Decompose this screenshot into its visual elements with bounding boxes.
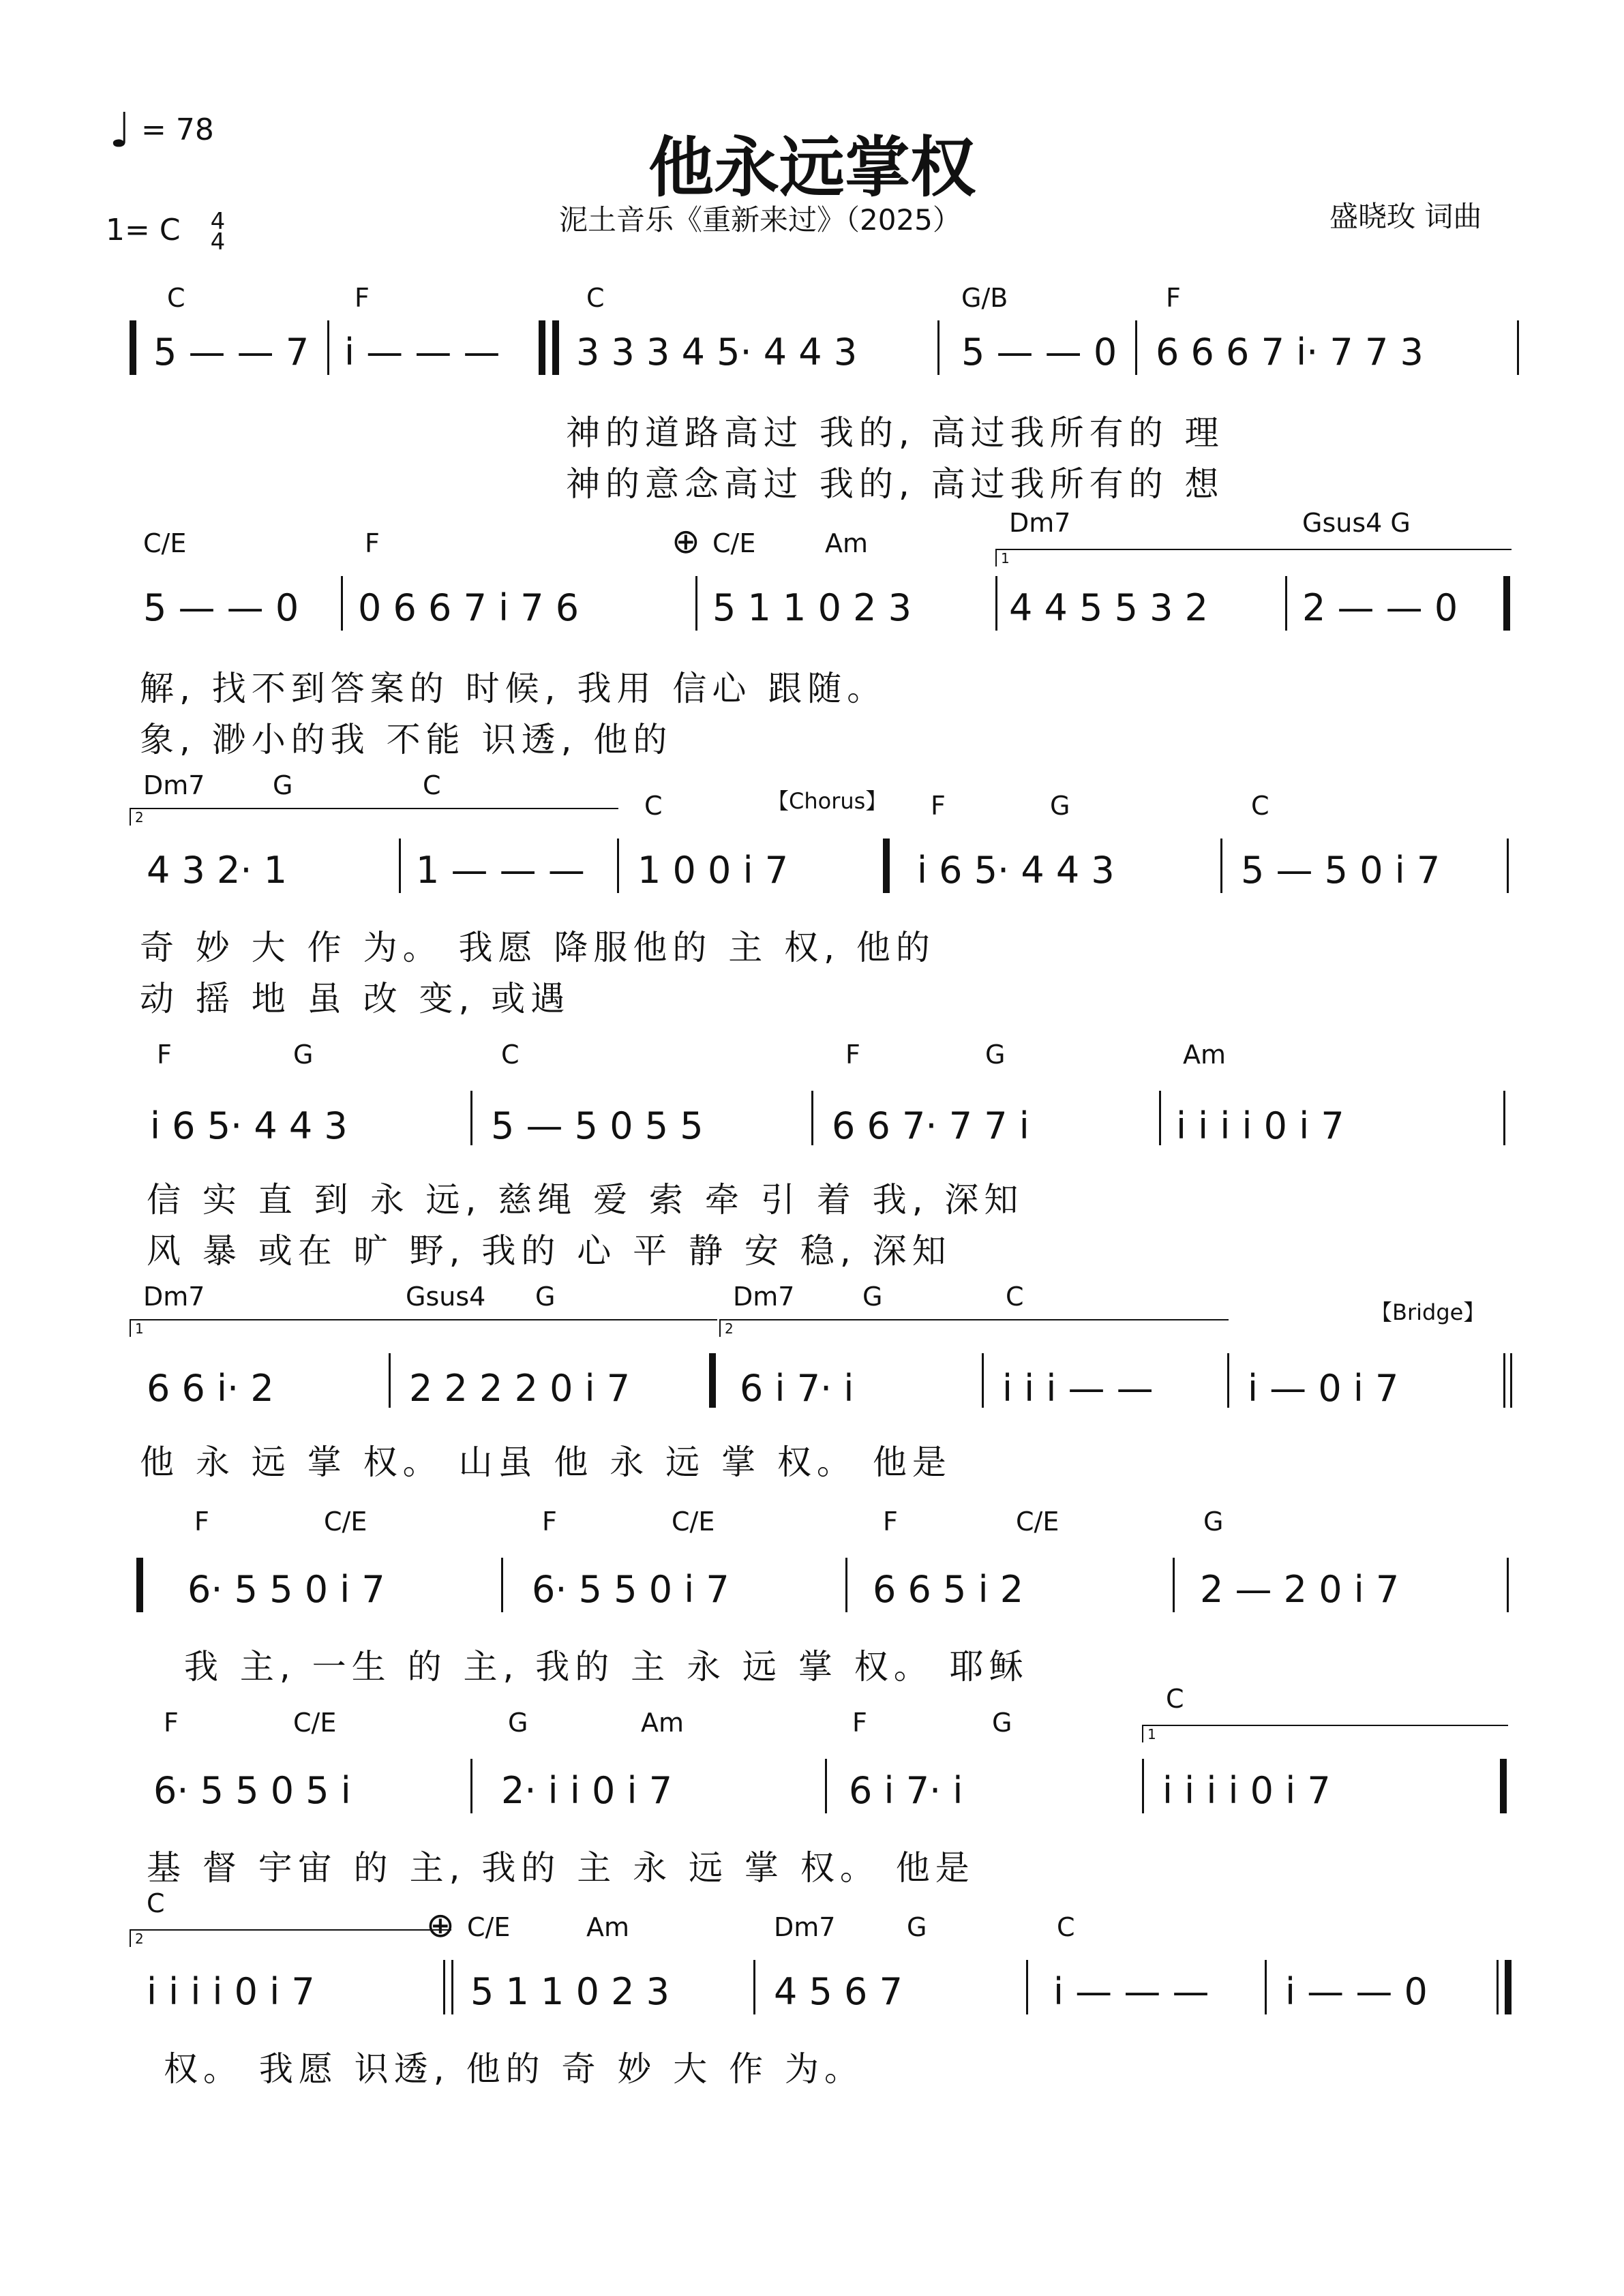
lyric-line: 权。 我愿 识透, 他的 奇 妙 大 作 为。 [164,2049,864,2089]
composer-credit: 盛晓玫 词曲 [1329,200,1482,233]
measure-notes: i 6 5· 4 4 3 [917,849,1115,892]
key-label: 1= C [106,213,181,247]
chord: C [167,283,185,313]
barline [695,576,697,631]
measure-notes: 4 3 2· 1 [147,849,288,892]
lyric-line: 神的道路高过 我的, 高过我所有的 理 [566,413,1224,453]
repeat-end-bar [1503,576,1510,631]
lyric-line: 解, 找不到答案的 时候, 我用 信心 跟随。 [140,669,887,708]
chord: F [365,528,380,558]
chord: F [845,1040,860,1070]
measure-notes: 6 6 5 i 2 [873,1568,1024,1611]
measure-notes: 6· 5 5 0 i 7 [187,1568,385,1611]
repeat-end-bar [709,1353,716,1408]
lyric-line: 动 摇 地 虽 改 变, 或遇 [140,979,571,1018]
measure-notes: i i i i 0 i 7 [147,1970,315,2013]
measure-notes: 2 2 2 2 0 i 7 [409,1367,631,1410]
measure-notes: 2 — — 0 [1302,586,1458,629]
chord: C [147,1888,165,1918]
measure-notes: 0 6 6 7 i 7 6 [358,586,580,629]
measure-notes: 5 — 5 0 i 7 [1241,849,1441,892]
barline [1135,320,1137,375]
chord: C [1251,791,1269,821]
chord: C/E [467,1912,511,1942]
chord: Gsus4 [406,1282,486,1312]
chord: C/E [324,1507,367,1537]
barline [501,1558,503,1612]
chord: Dm7 [733,1282,795,1312]
measure-notes: 1 — — — [416,849,585,892]
lyric-line: 他 永 远 掌 权。 山虽 他 永 远 掌 权。 他是 [140,1442,952,1482]
lyric-line: 基 督 宇宙 的 主, 我的 主 永 远 掌 权。 他是 [147,1848,975,1888]
barline [1227,1353,1229,1408]
measure-notes: 2· i i 0 i 7 [501,1769,673,1812]
barline [1503,1353,1505,1408]
chord: C [501,1040,520,1070]
chord: G [1050,791,1070,821]
measure-notes: i i i — — [1002,1367,1154,1410]
barline [845,1558,847,1612]
final-barline [1497,1960,1499,2014]
repeat-start-bar [883,839,890,893]
chord: C [1166,1684,1184,1714]
lyric-line: 象, 渺小的我 不能 识透, 他的 [140,720,673,759]
chord: G [907,1912,927,1942]
measure-notes: 4 4 5 5 3 2 [1009,586,1208,629]
chord: C [586,283,605,313]
barline [341,576,343,631]
barline [617,839,619,893]
chord: Dm7 [143,1282,205,1312]
chord: G [508,1708,528,1738]
measure-notes: 5 — — 0 [961,331,1117,374]
volta-2: 2 [130,1929,451,1947]
chord: G [1203,1507,1224,1537]
time-signature [210,208,226,256]
chord: F [883,1507,898,1537]
key-signature [106,208,226,256]
barline [1517,320,1519,375]
album-info: 泥土音乐《重新来过》（2025） [559,203,961,237]
barline [753,1960,755,2014]
coda-icon: ⊕ [672,522,700,561]
barline [1507,839,1509,893]
barline [327,320,329,375]
bridge-label: 【Bridge】 [1370,1299,1486,1325]
volta-1: 1 [1142,1725,1508,1742]
chord: C [1057,1912,1075,1942]
lyric-line: 我 主, 一生 的 主, 我的 主 永 远 掌 权。 耶稣 [184,1647,1029,1687]
barline [470,1091,472,1145]
measure-notes: 6 6 6 7 i· 7 7 3 [1156,331,1424,374]
chord: F [1166,283,1181,313]
chord: C [644,791,663,821]
tempo-value: = 78 [141,112,214,147]
barline [470,1759,472,1813]
chord: Am [641,1708,685,1738]
barline [1220,839,1222,893]
lyric-line: 信 实 直 到 永 远, 慈绳 爱 索 牵 引 着 我, 深知 [147,1180,1024,1220]
volta-1: 1 [995,549,1512,567]
measure-notes: i i i i 0 i 7 [1176,1104,1344,1147]
measure-notes: i — 0 i 7 [1248,1367,1399,1410]
chord: F [931,791,946,821]
chord: C/E [143,528,187,558]
chord: F [157,1040,172,1070]
barline [1026,1960,1028,2014]
lyric-line: 风 暴 或在 旷 野, 我的 心 平 静 安 稳, 深知 [147,1231,952,1271]
measure-notes: i — — — [344,331,500,374]
measure-notes: 6 6 7· 7 7 i [832,1104,1029,1147]
measure-notes: 5 1 1 0 2 3 [470,1970,670,2013]
barline [1285,576,1287,631]
measure-notes: 5 — 5 0 5 5 [491,1104,704,1147]
chord: G [862,1282,883,1312]
song-title: 他永远掌权 [648,130,976,206]
measure-notes: 6 i 7· i [849,1769,963,1812]
barline [1510,1353,1512,1408]
measure-notes: 6· 5 5 0 i 7 [532,1568,730,1611]
barline [982,1353,984,1408]
time-signature-bottom: 4 [210,228,226,256]
chord: F [355,283,370,313]
measure-notes: 5 — — 0 [143,586,299,629]
barline [1503,1091,1505,1145]
barline [443,1960,445,2014]
chord: C/E [293,1708,337,1738]
time-signature-top: 4 [210,208,226,235]
barline [1265,1960,1267,2014]
barline [389,1353,391,1408]
barline [1173,1558,1175,1612]
repeat-start-bar [552,320,559,375]
chord: C [1006,1282,1024,1312]
measure-notes: i — — — [1053,1970,1209,2013]
barline [1507,1558,1509,1612]
barline [1159,1091,1161,1145]
barline [399,839,401,893]
final-barline-thick [1505,1960,1512,2014]
chord: C/E [672,1507,715,1537]
chorus-label: 【Chorus】 [767,788,888,814]
measure-notes: i i i i 0 i 7 [1162,1769,1331,1812]
chord: G [293,1040,314,1070]
barline [451,1960,453,2014]
chord: F [164,1708,179,1738]
barline [825,1759,827,1813]
lyric-line: 奇 妙 大 作 为。 我愿 降服他的 主 权, 他的 [140,928,935,967]
chord: G/B [961,283,1008,313]
measure-notes: i — — 0 [1285,1970,1428,2013]
chord: G [535,1282,556,1312]
chord: C/E [1016,1507,1059,1537]
barline [811,1091,813,1145]
measure-notes: i 6 5· 4 4 3 [150,1104,348,1147]
chord: Dm7 [774,1912,836,1942]
lyric-line: 神的意念高过 我的, 高过我所有的 想 [566,464,1224,504]
chord: F [194,1507,209,1537]
quarter-note-icon: ♩ [109,102,132,158]
volta-1: 1 [130,1319,717,1337]
chord: C [423,770,441,800]
repeat-start-bar [136,1558,143,1612]
chord: G [273,770,293,800]
chord: F [852,1708,867,1738]
barline [995,576,997,631]
measure-notes: 1 0 0 i 7 [637,849,789,892]
chord: C/E [712,528,756,558]
chord: Gsus4 G [1302,508,1411,538]
measure-notes: 6 i 7· i [740,1367,854,1410]
measure-notes: 5 1 1 0 2 3 [712,586,912,629]
coda-icon: ⊕ [426,1905,455,1945]
chord: Am [586,1912,630,1942]
measure-notes: 2 — 2 0 i 7 [1200,1568,1400,1611]
chord: F [542,1507,557,1537]
measure-notes: 5 — — 7 [153,331,310,374]
volta-2: 2 [719,1319,1229,1337]
repeat-end-bar [1500,1759,1507,1813]
chord: Am [1183,1040,1227,1070]
repeat-end-bar [539,320,545,375]
measure-notes: 3 3 3 4 5· 4 4 3 [576,331,858,374]
volta-2: 2 [130,808,618,826]
measure-notes: 4 5 6 7 [774,1970,903,2013]
measure-notes: 6· 5 5 0 5 i [153,1769,351,1812]
barline [1142,1759,1144,1813]
barline [937,320,939,375]
chord: Dm7 [143,770,205,800]
chord: Am [825,528,869,558]
measure-notes: 6 6 i· 2 [147,1367,274,1410]
chord: G [985,1040,1006,1070]
repeat-start-bar [130,320,136,375]
chord: Dm7 [1009,508,1071,538]
chord: G [992,1708,1012,1738]
